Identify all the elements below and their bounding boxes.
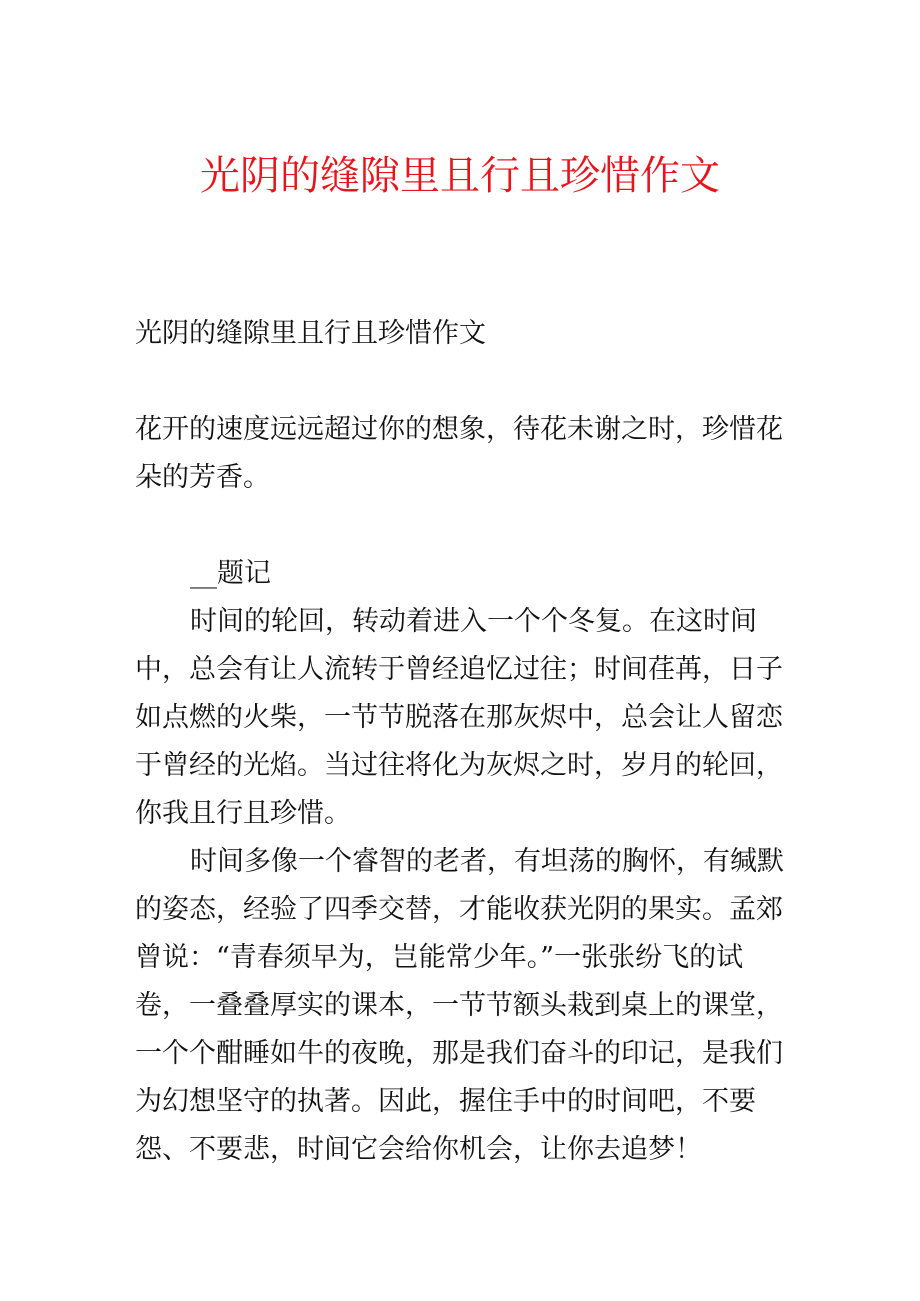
document-subtitle: 光阴的缝隙里且行且珍惜作文 xyxy=(135,318,486,349)
document-title: 光阴的缝隙里且行且珍惜作文 xyxy=(200,153,720,199)
epigraph-signature: __题记 xyxy=(190,558,271,589)
body-paragraph: 时间多像一个睿智的老者，有坦荡的胸怀，有缄默的姿态，经验了四季交替，才能收获光阴的果实。孟郊曾说：“青春须早为，岂能常少年。”一张张纷飞的试卷，一叠叠厚实的课本，一节节额头栽到桌上的课堂，一个个酣睡如牛的夜晚，那是我们奋斗的印记，是我们为幻想坚守的执著。因此，握住手中的时间吧，不要怨、不要悲，时间它会给你机会，让你去追梦！ xyxy=(135,846,784,1165)
epigraph: 花开的速度远远超过你的想象，待花未谢之时，珍惜花朵的芳香。 xyxy=(135,414,783,493)
body-paragraph: 时间的轮回，转动着进入一个个冬复。在这时间中，总会有让人流转于曾经追忆过往；时间荏苒，日子如点燃的火柴，一节节脱落在那灰烬中，总会让人留恋于曾经的光焰。当过往将化为灰烬之时，岁月的轮回，你我且行且珍惜。 xyxy=(135,606,783,829)
